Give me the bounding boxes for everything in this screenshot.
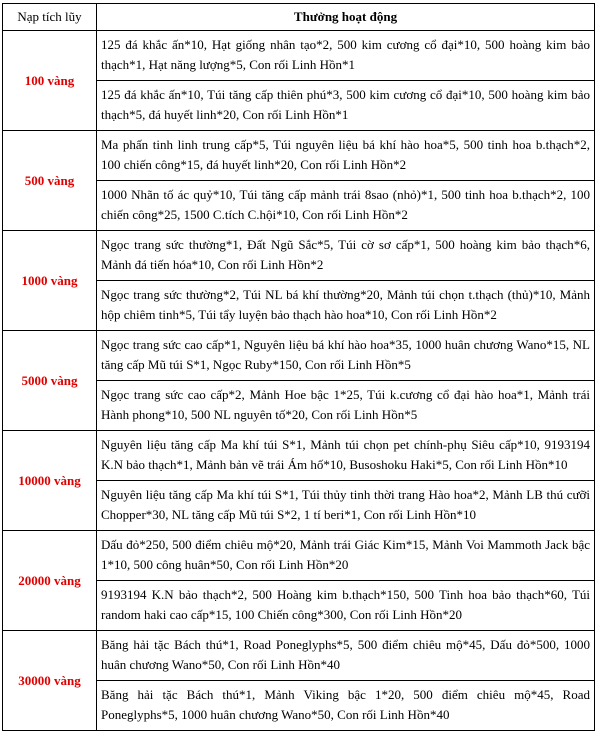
tier-amount: 20000 vàng	[3, 531, 97, 631]
tier-amount: 30000 vàng	[3, 631, 97, 731]
reward-cell: 1000 Nhãn tố ác quỷ*10, Túi tăng cấp mảnh trái 8sao (nhỏ)*1, 500 tinh hoa b.thạch*2, 100 chiến công*25, 1500 C.tích C.hội*10, Con rối Linh Hồn*2	[97, 181, 595, 231]
header-activity-rewards: Thưởng hoạt động	[97, 4, 595, 31]
reward-cell: Dấu đỏ*250, 500 điểm chiêu mộ*20, Mảnh trái Giác Kim*15, Mảnh Voi Mammoth Jack bậc 1*10, 500 công huân*50, Con rối Linh Hồn*20	[97, 531, 595, 581]
reward-cell: Nguyên liệu tăng cấp Ma khí túi S*1, Mảnh túi chọn pet chính-phụ Siêu cấp*10, 9193194 K.N bảo thạch*1, Mảnh bản vẽ trái Ám hố*10, Busoshoku Haki*5, Con rối Linh Hồn*10	[97, 431, 595, 481]
reward-cell: Ma phấn tinh linh trung cấp*5, Túi nguyên liệu bá khí hào hoa*5, 500 tinh hoa b.thạch*2, 100 chiến công*15, đá huyết linh*20, Con rối Linh Hồn*2	[97, 131, 595, 181]
reward-cell: Ngọc trang sức cao cấp*1, Nguyên liệu bá khí hào hoa*35, 1000 huân chương Wano*15, NL tăng cấp Mũ túi S*1, Ngọc Ruby*150, Con rối Linh Hồn*5	[97, 331, 595, 381]
table-row	[3, 531, 595, 581]
table-row	[3, 631, 595, 681]
reward-cell: Băng hải tặc Bách thú*1, Road Poneglyphs*5, 500 điểm chiêu mộ*45, Dấu đỏ*500, 1000 huân chương Wano*50, Con rối Linh Hồn*40	[97, 631, 595, 681]
reward-cell: 9193194 K.N bảo thạch*2, 500 Hoàng kim b.thạch*150, 500 Tinh hoa bảo thạch*60, Túi random haki cao cấp*15, 100 Chiến công*300, Con rối Linh Hồn*20	[97, 581, 595, 631]
tier-amount: 500 vàng	[3, 131, 97, 231]
tier-amount: 10000 vàng	[3, 431, 97, 531]
reward-cell: Nguyên liệu tăng cấp Ma khí túi S*1, Túi thủy tinh thời trang Hào hoa*2, Mảnh LB thú cưỡi Chopper*30, NL tăng cấp Mũ túi S*2, 1 tí beri*1, Con rối Linh Hồn*10	[97, 481, 595, 531]
reward-cell: Băng hải tặc Bách thú*1, Mảnh Viking bậc 1*20, 500 điểm chiêu mộ*45, Road Poneglyphs*5, 1000 huân chương Wano*50, Con rối Linh Hồn*40	[97, 681, 595, 731]
table-row	[3, 331, 595, 381]
tier-amount: 100 vàng	[3, 31, 97, 131]
header-row	[3, 4, 595, 31]
rewards-body	[3, 31, 595, 731]
table-row	[3, 231, 595, 281]
tier-amount: 5000 vàng	[3, 331, 97, 431]
reward-cell: Ngọc trang sức thường*2, Túi NL bá khí thường*20, Mảnh túi chọn t.thạch (thủ)*10, Mảnh hộp chiêm tinh*5, Túi tẩy luyện bảo thạch hào hoa*10, Con rối Linh Hồn*2	[97, 281, 595, 331]
reward-cell: 125 đá khắc ấn*10, Hạt giống nhân tạo*2, 500 kim cương cổ đại*10, 500 hoàng kim bảo thạch*1, Hạt năng lượng*5, Con rối Linh Hồn*1	[97, 31, 595, 81]
reward-cell: 125 đá khắc ấn*10, Túi tăng cấp thiên phú*3, 500 kim cương cổ đại*10, 500 hoàng kim bảo thạch*5, đá huyết linh*20, Con rối Linh Hồn*1	[97, 81, 595, 131]
rewards-table	[2, 3, 595, 731]
table-row	[3, 431, 595, 481]
header-cumulative-topup: Nạp tích lũy	[3, 4, 97, 31]
table-row	[3, 31, 595, 81]
tier-amount: 1000 vàng	[3, 231, 97, 331]
reward-cell: Ngọc trang sức thường*1, Đất Ngũ Sắc*5, Túi cờ sơ cấp*1, 500 hoàng kim bảo thạch*6, Mảnh đá tiến hóa*10, Con rối Linh Hồn*2	[97, 231, 595, 281]
reward-cell: Ngọc trang sức cao cấp*2, Mảnh Hoe bậc 1*25, Túi k.cương cổ đại hào hoa*1, Mảnh trái Hành phong*10, 500 NL nguyên tố*20, Con rối Linh Hồn*5	[97, 381, 595, 431]
table-row	[3, 131, 595, 181]
